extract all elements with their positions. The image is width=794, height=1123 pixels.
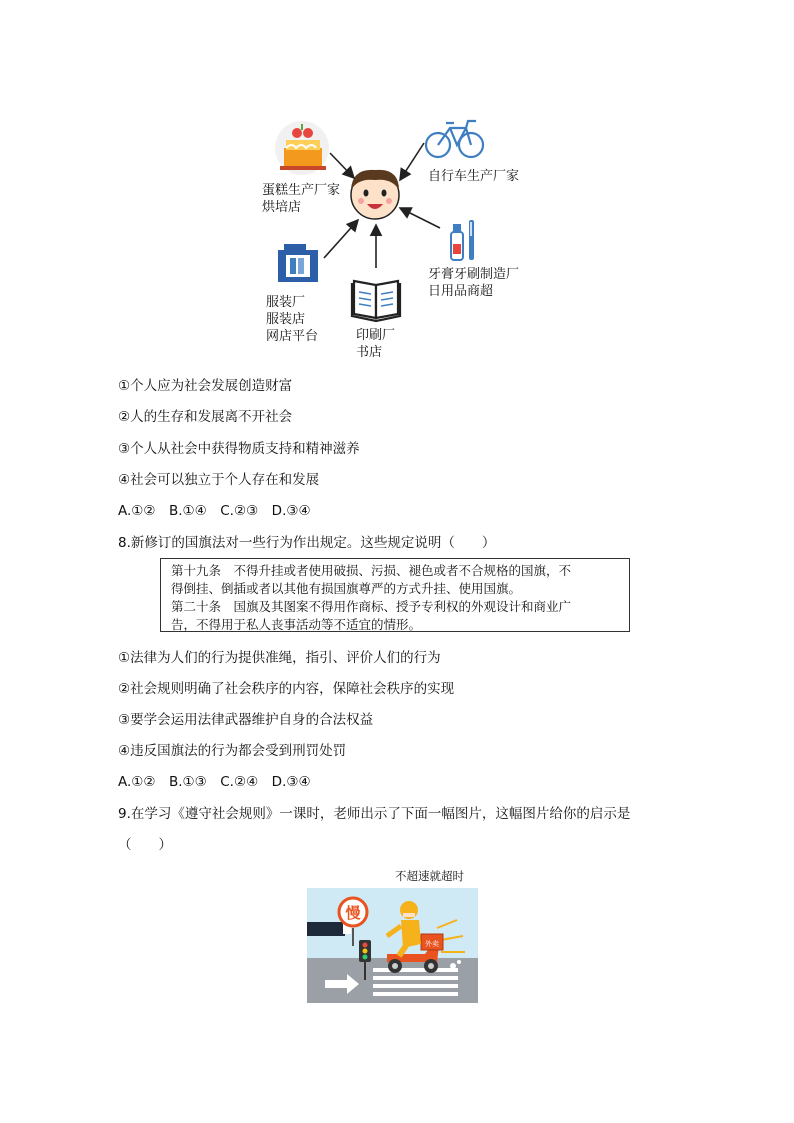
cake-icon bbox=[275, 121, 329, 175]
q9-stem-bracket: （ ） bbox=[118, 837, 172, 853]
q9-stem: 9.在学习《遵守社会规则》一课时，老师出示了下面一幅图片，这幅图片给你的启示是 bbox=[118, 806, 631, 822]
label-toothpaste-2: 日用品商超 bbox=[428, 284, 494, 299]
box-text: 外卖 bbox=[425, 940, 439, 948]
q7-option-2: ②人的生存和发展离不开社会 bbox=[118, 409, 293, 425]
q7-option-3: ③个人从社会中获得物质支持和精神滋养 bbox=[118, 441, 360, 457]
bicycle-icon bbox=[426, 121, 483, 157]
law-excerpt-box bbox=[160, 558, 630, 632]
diagram-graphics bbox=[0, 0, 794, 370]
cartoon-caption: 不超速就超时 bbox=[395, 869, 464, 883]
law-line-2: 得倒挂、倒插或者以其他有损国旗尊严的方式升挂、使用国旗。 bbox=[171, 581, 522, 596]
toothpaste-icon bbox=[451, 220, 474, 260]
label-cake-2: 烘培店 bbox=[262, 200, 302, 215]
cartoon-graphics bbox=[307, 888, 478, 1003]
law-line-4: 告，不得用于私人丧事活动等不适宜的情形。 bbox=[171, 617, 422, 632]
law-line-3: 第二十条 国旗及其图案不得用作商标、授予专利权的外观设计和商业广 bbox=[171, 599, 572, 614]
label-bike: 自行车生产厂家 bbox=[428, 169, 520, 184]
q8-option-1: ①法律为人们的行为提供准绳，指引、评价人们的行为 bbox=[118, 650, 441, 666]
face-icon bbox=[351, 170, 399, 219]
label-book-2: 书店 bbox=[356, 345, 383, 360]
label-clothes-2: 服装店 bbox=[266, 312, 306, 327]
q8-option-3: ③要学会运用法律武器维护自身的合法权益 bbox=[118, 712, 374, 728]
law-line-1: 第十九条 不得升挂或者使用破损、污损、褪色或者不合规格的国旗，不 bbox=[171, 563, 572, 578]
sign-text: 慢 bbox=[345, 904, 361, 922]
label-toothpaste-1: 牙膏牙刷制造厂 bbox=[428, 267, 520, 282]
cartoon-image bbox=[307, 888, 478, 1003]
clothes-icon bbox=[278, 244, 318, 282]
book-icon bbox=[352, 281, 400, 321]
q7-answers: A.①② B.①④ C.②③ D.③④ bbox=[118, 503, 311, 519]
q7-option-1: ①个人应为社会发展创造财富 bbox=[118, 378, 293, 394]
label-clothes-3: 网店平台 bbox=[266, 329, 319, 344]
label-clothes-1: 服装厂 bbox=[266, 295, 306, 310]
label-book-1: 印刷厂 bbox=[356, 328, 396, 343]
q8-stem: 8.新修订的国旗法对一些行为作出规定。这些规定说明（ ） bbox=[118, 535, 496, 551]
q8-answers: A.①② B.①③ C.②④ D.③④ bbox=[118, 774, 311, 790]
q7-option-4: ④社会可以独立于个人存在和发展 bbox=[118, 472, 320, 488]
q8-option-4: ④违反国旗法的行为都会受到刑罚处罚 bbox=[118, 743, 347, 759]
label-cake-1: 蛋糕生产厂家 bbox=[262, 183, 341, 198]
q8-option-2: ②社会规则明确了社会秩序的内容，保障社会秩序的实现 bbox=[118, 681, 455, 697]
